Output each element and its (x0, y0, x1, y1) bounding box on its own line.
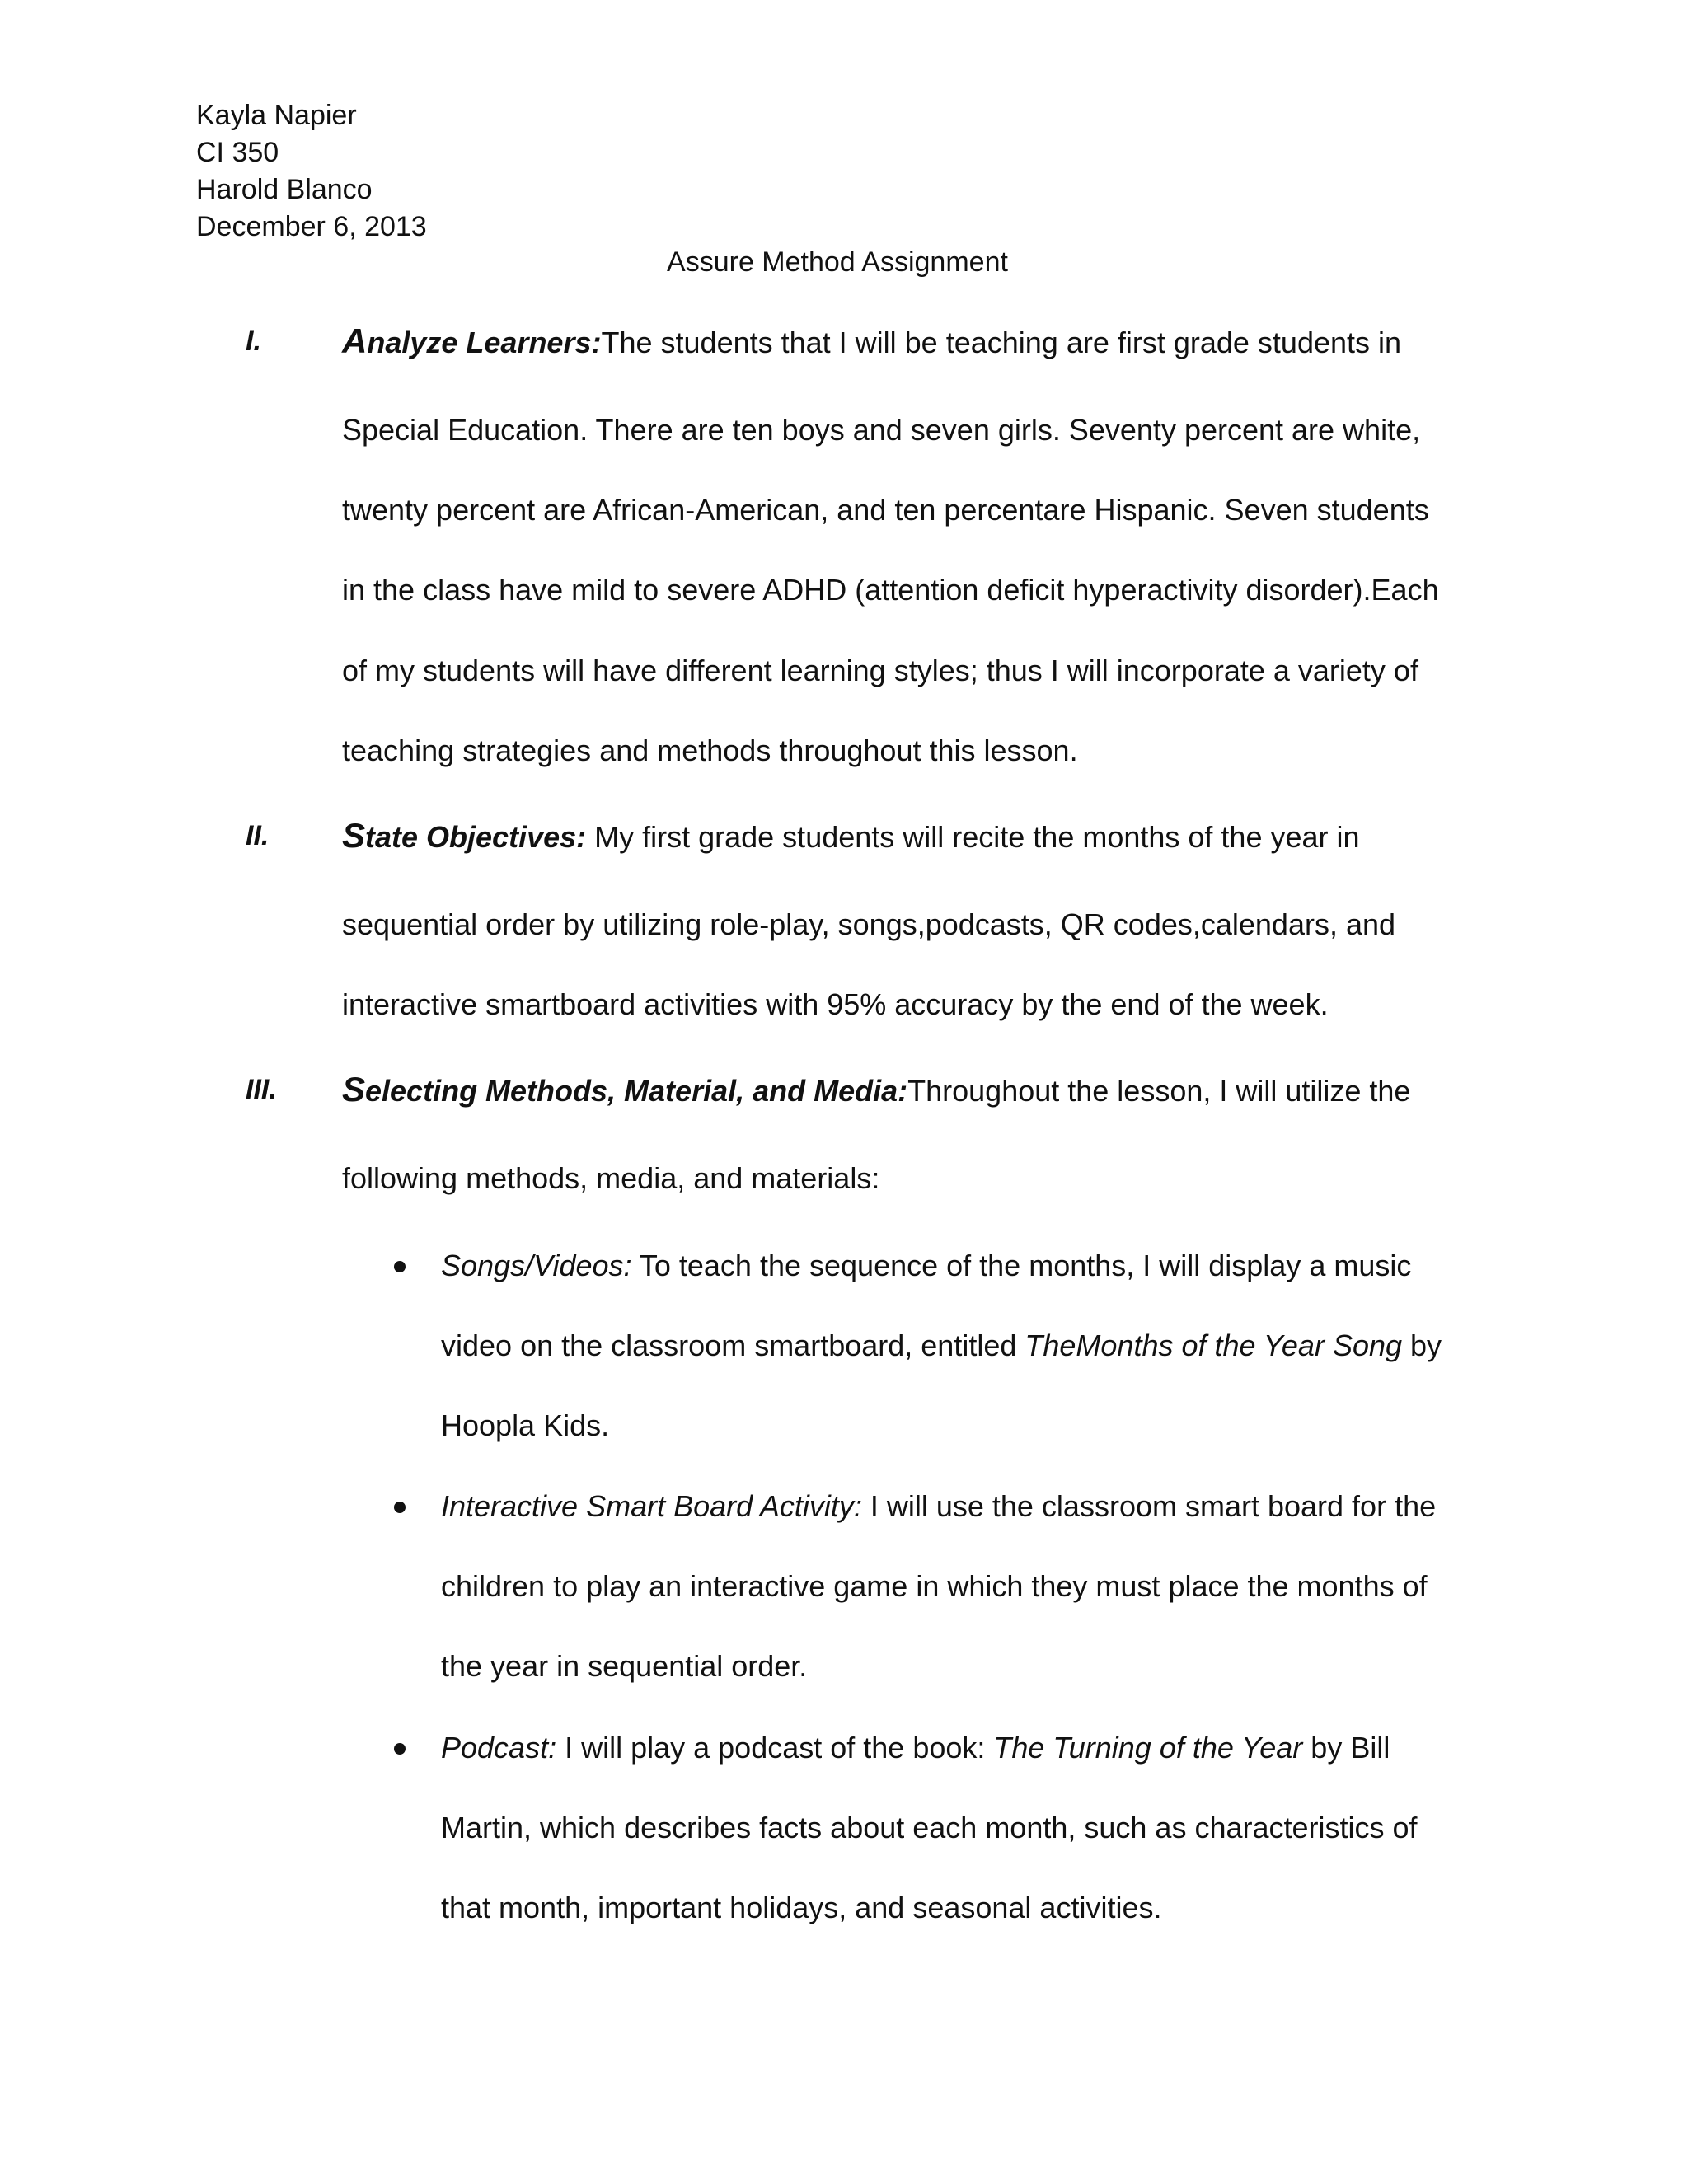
author-name: Kayla Napier (196, 100, 357, 131)
section-numeral: II. (246, 820, 270, 851)
instructor-name: Harold Blanco (196, 174, 373, 205)
section-numeral: III. (246, 1074, 277, 1105)
bullet-line: Hoopla Kids. (441, 1408, 610, 1442)
section-line: Analyze Learners:The students that I will be teaching are first grade students in (342, 321, 1402, 360)
section-heading: Analyze Learners: (342, 321, 602, 360)
bullet-label: Songs/Videos: (441, 1249, 632, 1282)
bullet-line: video on the classroom smartboard, entitled TheMonths of the Year Song by (441, 1329, 1442, 1362)
section-line: State Objectives: My first grade students will recite the months of the year in (342, 816, 1360, 855)
section-line: Special Education. There are ten boys and seven girls. Seventy percent are white, (342, 413, 1421, 447)
bullet-icon (394, 1743, 406, 1755)
document-title: Assure Method Assignment (667, 246, 1008, 278)
section-line: teaching strategies and methods throughout this lesson. (342, 733, 1078, 767)
book-title: The Turning of the Year (993, 1731, 1303, 1765)
section-line: interactive smartboard activities with 95% accuracy by the end of the week. (342, 987, 1329, 1021)
course-code: CI 350 (196, 137, 279, 168)
section-numeral: I. (246, 326, 261, 357)
section-line: sequential order by utilizing role-play, songs,podcasts, QR codes,calendars, and (342, 907, 1396, 941)
section-heading: Selecting Methods, Material, and Media: (342, 1070, 908, 1108)
section-line: of my students will have different learning styles; thus I will incorporate a variety of (342, 654, 1418, 687)
section-line: following methods, media, and materials: (342, 1161, 880, 1195)
section-line: Selecting Methods, Material, and Media:Throughout the lesson, I will utilize the (342, 1070, 1411, 1108)
bullet-line: Songs/Videos: To teach the sequence of the months, I will display a music (441, 1249, 1412, 1282)
header-block (196, 97, 427, 246)
bullet-line: Podcast: I will play a podcast of the book: The Turning of the Year by Bill (441, 1731, 1390, 1765)
bullet-icon (394, 1502, 406, 1513)
bullet-line: Interactive Smart Board Activity: I will use the classroom smart board for the (441, 1489, 1437, 1523)
song-title: TheMonths of the Year Song (1025, 1329, 1403, 1362)
bullet-label: Podcast: (441, 1731, 557, 1765)
section-heading: State Objectives: (342, 816, 587, 855)
section-line: twenty percent are African-American, and ten percentare Hispanic. Seven students (342, 493, 1429, 527)
bullet-line: children to play an interactive game in which they must place the months of (441, 1569, 1428, 1603)
bullet-line: Martin, which describes facts about each month, such as characteristics of (441, 1811, 1418, 1844)
bullet-line: the year in sequential order. (441, 1649, 808, 1683)
bullet-icon (394, 1261, 406, 1272)
document-date: December 6, 2013 (196, 211, 427, 242)
bullet-line: that month, important holidays, and seasonal activities. (441, 1891, 1162, 1924)
section-line: in the class have mild to severe ADHD (attention deficit hyperactivity disorder).Each (342, 573, 1439, 607)
bullet-label: Interactive Smart Board Activity: (441, 1489, 862, 1523)
